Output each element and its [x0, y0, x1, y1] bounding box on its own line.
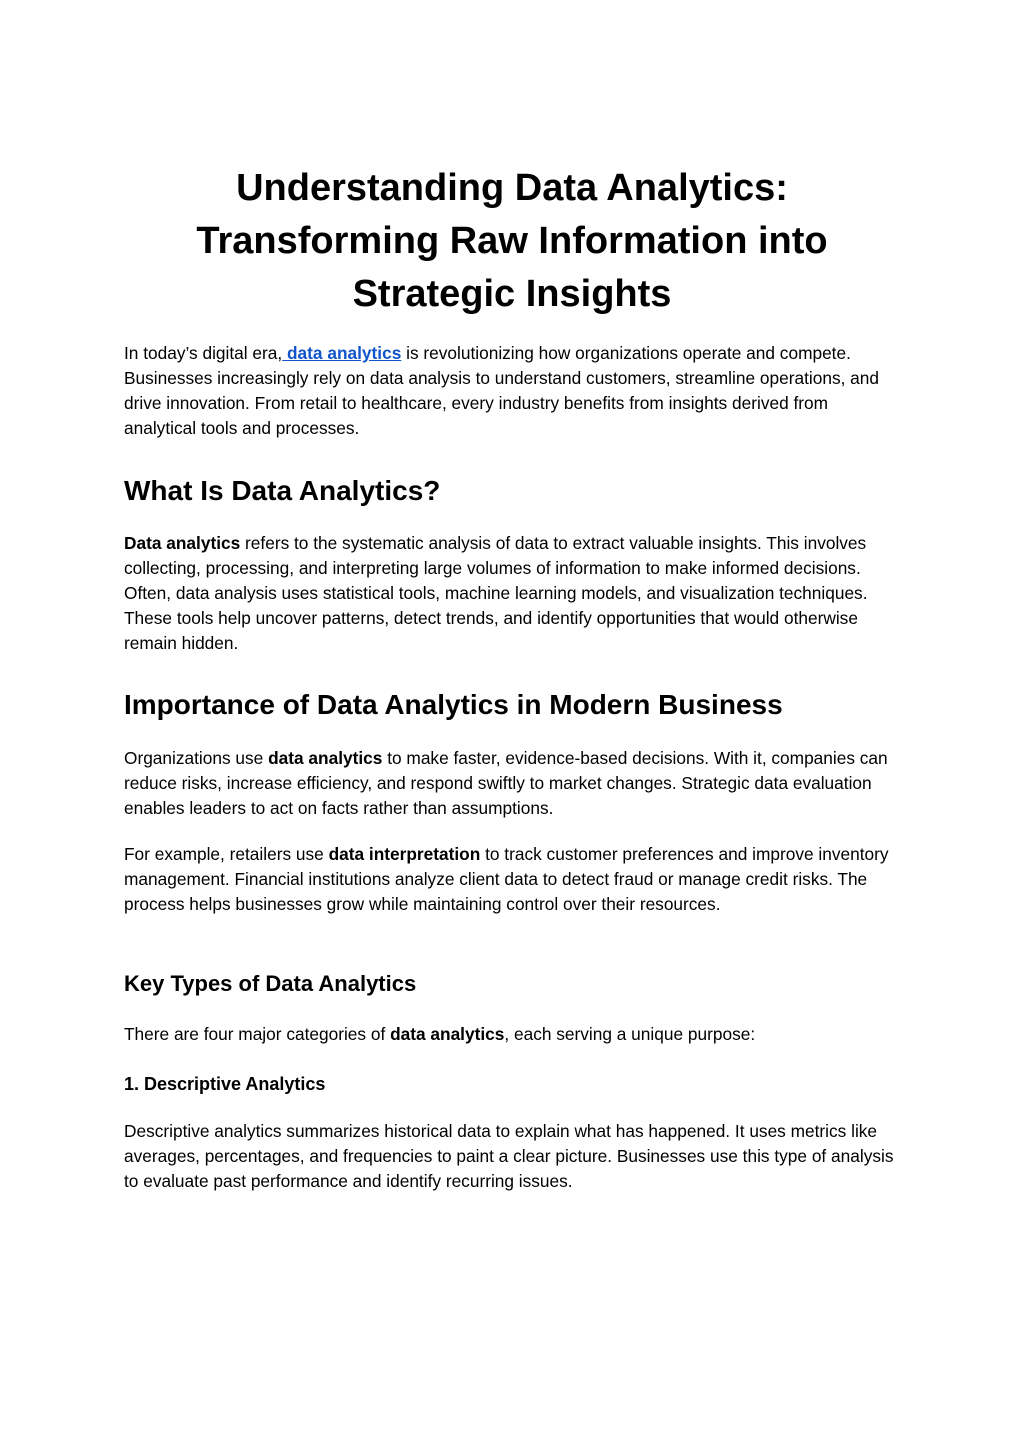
key-types-text-start: There are four major categories of	[124, 1024, 391, 1044]
importance-text-end: to make faster, evidence-based decisions. With it, companies can reduce risks, increase efficiency, and respond swiftly to market changes. Strategic data evaluation enables leaders to act on facts rather than assumptions.	[124, 748, 888, 818]
section-heading-importance: Importance of Data Analytics in Modern Business	[124, 689, 783, 720]
what-is-text: refers to the systematic analysis of data to extract valuable insights. This involves collecting, processing, and interpreting large volumes of information to make informed decisions. Often, data analysis uses statistical tools, machine learning models, and visualization techniques. These tools help uncover patterns, detect trends, and identify opportunities that would otherwise remain hidden.	[124, 533, 868, 653]
document-title	[124, 162, 900, 321]
key-types-text-end: , each serving a unique purpose:	[504, 1024, 756, 1044]
intro-text-start: In today’s digital era,	[124, 343, 283, 363]
bold-term: data analytics	[390, 1024, 505, 1044]
section-heading-what-is: What Is Data Analytics?	[124, 475, 441, 506]
bold-term: data interpretation	[328, 844, 481, 864]
key-types-paragraph	[124, 1022, 900, 1047]
example-text-end: to track customer preferences and improve inventory management. Financial institutions analyze client data to detect fraud or manage credit risks. The process helps businesses grow while maintaining control over their resources.	[124, 844, 889, 914]
descriptive-paragraph: Descriptive analytics summarizes historical data to explain what has happened. It uses metrics like averages, percentages, and frequencies to paint a clear picture. Businesses use this type of analysis to evaluate past performance and identify recurring issues.	[124, 1121, 894, 1191]
intro-paragraph	[124, 341, 900, 441]
title-line-3: Strategic Insights	[352, 273, 672, 315]
title-line-2: Transforming Raw Information into	[196, 220, 828, 262]
data-analytics-link[interactable]: data analytics	[282, 343, 402, 363]
subheading-descriptive: 1. Descriptive Analytics	[124, 1074, 326, 1094]
bold-term: data analytics	[268, 748, 383, 768]
intro-text-end: is revolutionizing how organizations operate and compete. Businesses increasingly rely on data analysis to understand customers, streamline operations, and drive innovation. From retail to healthcare, every industry benefits from insights derived from analytical tools and processes.	[124, 343, 880, 438]
what-is-paragraph	[124, 531, 900, 656]
title-line-1: Understanding Data Analytics:	[236, 167, 788, 209]
importance-text-start: Organizations use	[124, 748, 269, 768]
importance-paragraph-2	[124, 842, 900, 917]
example-text-start: For example, retailers use	[124, 844, 329, 864]
bold-term: Data analytics	[124, 533, 241, 553]
section-heading-key-types: Key Types of Data Analytics	[124, 971, 417, 996]
importance-paragraph-1	[124, 746, 900, 821]
